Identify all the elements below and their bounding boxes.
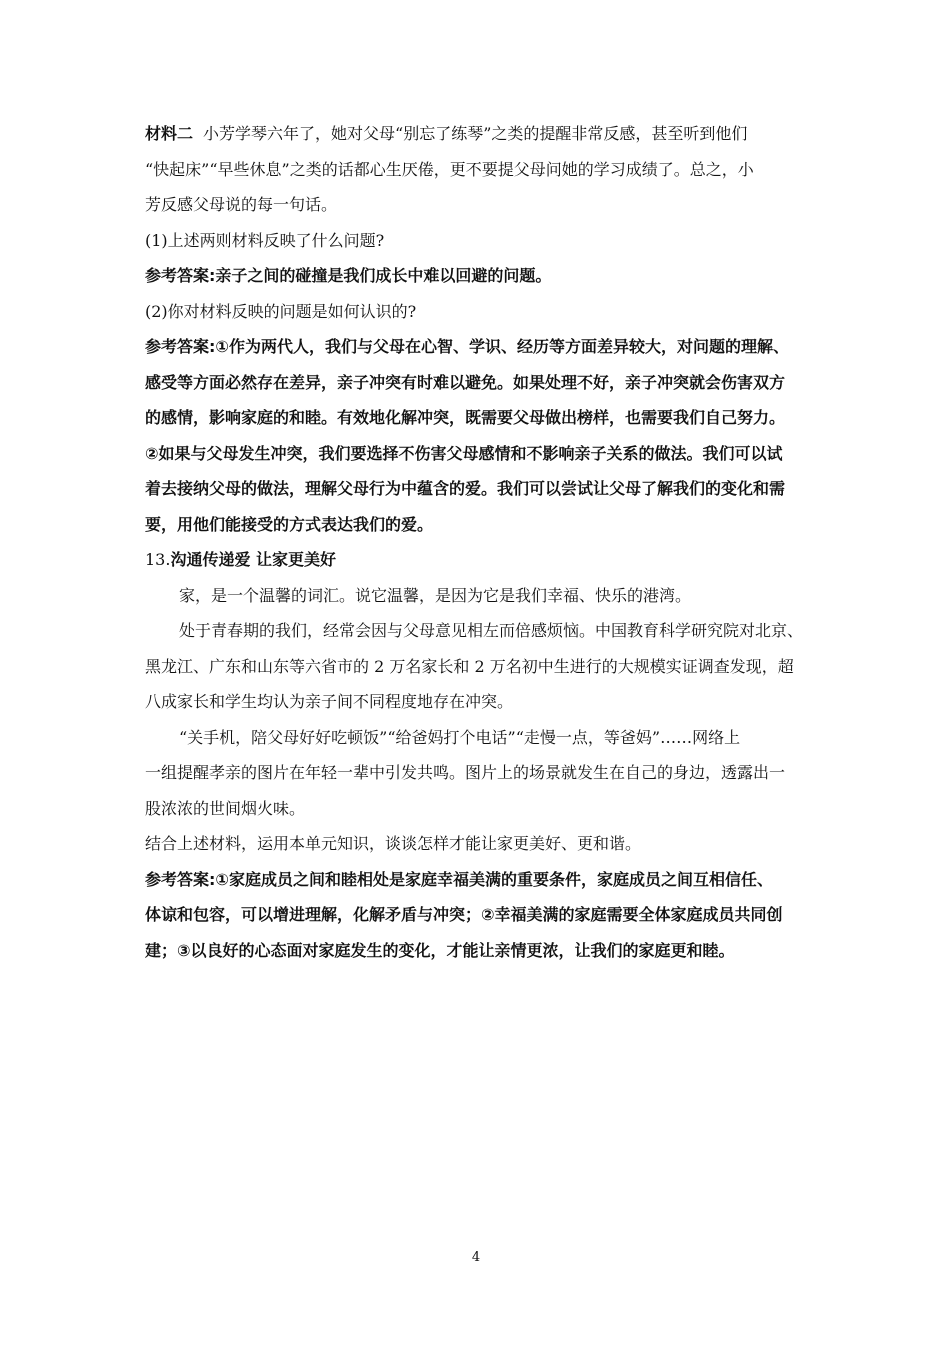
material2-text-1: 小芳学琴六年了，她对父母“别忘了练琴”之类的提醒非常反感，甚至听到他们: [203, 124, 748, 143]
answer-1-line-1: [145, 258, 811, 294]
answer-2-line-1: [145, 329, 811, 365]
answer-2-line-2: 感受等方面必然存在差异，亲子冲突有时难以避免。如果处理不好，亲子冲突就会伤害双方: [145, 372, 786, 392]
q13-para3-line-3: 股浓浓的世间烟火味。: [145, 798, 306, 818]
q13-para3-line-1: “关手机，陪父母好好吃顿饭”“给爸妈打个电话”“走慢一点，等爸妈”……网络上: [179, 727, 741, 747]
answer-13-line-3: 建；③以良好的心态面对家庭发生的变化，才能让亲情更浓，让我们的家庭更和睦。: [145, 940, 735, 960]
q13-para1-line-1: 家，是一个温馨的词汇。说它温馨，是因为它是我们幸福、快乐的港湾。: [179, 585, 692, 605]
answer-2-label: 参考答案:: [145, 337, 216, 356]
answer-13-line-2: 体谅和包容，可以增进理解，化解矛盾与冲突；②幸福美满的家庭需要全体家庭成员共同创: [145, 905, 783, 924]
answer-2-line-4: ②如果与父母发生冲突，我们要选择不伤害父母感情和不影响亲子关系的做法。我们可以试: [145, 443, 783, 463]
answer-13-text-1: ①家庭成员之间和睦相处是家庭幸福美满的重要条件，家庭成员之间互相信任、: [215, 869, 773, 889]
q13-para2-line-3: 八成家长和学生均认为亲子间不同程度地存在冲突。: [145, 692, 514, 711]
answer-2-line-5: 着去接纳父母的做法，理解父母行为中蕴含的爱。我们可以尝试让父母了解我们的变化和需: [145, 479, 786, 498]
document-body: [145, 116, 811, 968]
answer-2-text-1: ①作为两代人，我们与父母在心智、学识、经历等方面差异较大，对问题的理解、: [215, 337, 789, 356]
answer-13-label: 参考答案:: [145, 869, 216, 889]
material2-label: 材料二: [145, 124, 194, 143]
question-13-heading: [145, 542, 811, 578]
question-13-number: 13.: [145, 550, 171, 569]
q13-para3-line-2: 一组提醒孝亲的图片在年轻一辈中引发共鸣。图片上的场景就发生在自己的身边，透露出一: [145, 763, 786, 782]
answer-1-label: 参考答案:: [145, 266, 216, 285]
material2-line-2: “快起床”“早些休息”之类的话都心生厌倦，更不要提父母问她的学习成绩了。总之，小: [145, 159, 754, 179]
answer-2-line-6: 要，用他们能接受的方式表达我们的爱。: [145, 514, 434, 534]
page-number: 4: [471, 1250, 481, 1265]
q13-para2-line-2: 黑龙江、广东和山东等六省市的 2 万名家长和 2 万名初中生进行的大规模实证调查发现，超: [145, 656, 794, 676]
answer-13-line-1: [145, 862, 811, 898]
question-1: (1)上述两则材料反映了什么问题?: [145, 230, 385, 250]
answer-1-text-1: 亲子之间的碰撞是我们成长中难以回避的问题。: [215, 266, 552, 285]
question-13-title: 沟通传递爱 让家更美好: [170, 550, 337, 569]
material2-line-3: 芳反感父母说的每一句话。: [145, 195, 338, 214]
answer-2-line-3: 的感情，影响家庭的和睦。有效地化解冲突，既需要父母做出榜样，也需要我们自己努力。: [145, 408, 786, 427]
question-2: (2)你对材料反映的问题是如何认识的?: [145, 301, 417, 321]
material2-line-1: [145, 116, 811, 152]
q13-para2-line-1: 处于青春期的我们，经常会因与父母意见相左而倍感烦恼。中国教育科学研究院对北京、: [179, 621, 804, 640]
question-13-prompt: 结合上述材料，运用本单元知识，谈谈怎样才能让家更美好、更和谐。: [145, 834, 642, 853]
